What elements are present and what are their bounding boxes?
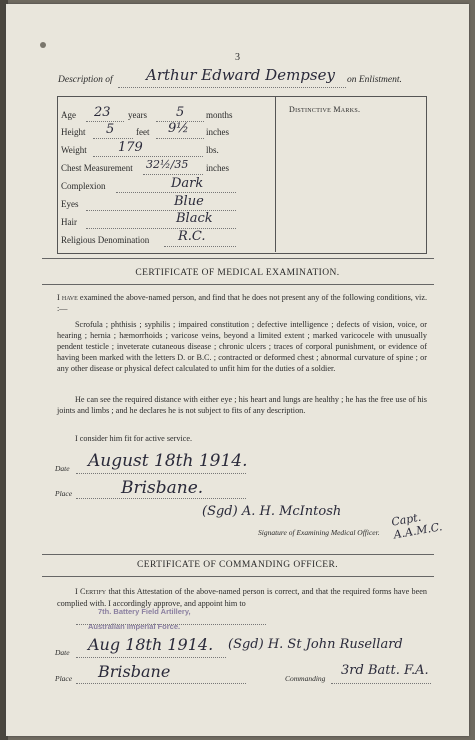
religion-line (164, 246, 236, 247)
medical-fitness-statement: He can see the required distance with either eye ; his heart and lungs are healthy ; he has the free use of his joints and limbs ; and he declares he is not subject to fits of any description. (57, 395, 427, 415)
commanding-label: Commanding (285, 674, 326, 683)
attestation-page (6, 4, 469, 736)
months-label: months (206, 110, 233, 120)
co-place-label: Place (55, 674, 73, 683)
medical-intro-text: examined the above-named person, and find that he does not present any of the following conditions, viz. :— (57, 293, 428, 313)
commanding-unit-value: 3rd Batt. F.A. (341, 663, 429, 678)
medical-date-value: August 18th 1914. (88, 451, 248, 471)
complexion-line (116, 192, 236, 193)
page-number: 3 (235, 52, 240, 63)
age-months-value: 5 (176, 105, 185, 120)
section-rule-medical-top (42, 258, 434, 259)
weight-label: Weight (61, 145, 87, 155)
years-label: years (128, 110, 147, 120)
co-certify-text: that this Attestation of the above-named person is correct, and that the required forms have been complied with. I accordingly approve, and appoint him to (57, 587, 427, 608)
description-suffix: on Enlistment. (347, 75, 402, 85)
section-rule-co-bottom (42, 576, 434, 577)
description-line (118, 87, 346, 88)
co-place-value: Brisbane (98, 662, 171, 681)
eyes-value: Blue (174, 194, 204, 209)
co-date-label: Date (55, 648, 70, 657)
medical-place-value: Brisbane. (121, 478, 204, 498)
religion-label: Religious Denomination (61, 235, 150, 245)
height-inches-line (156, 138, 204, 139)
religion-value: R.C. (178, 229, 206, 244)
chest-inches-label: inches (206, 163, 229, 173)
medical-place-line (76, 498, 246, 499)
box-divider (275, 96, 276, 252)
co-date-line (76, 657, 226, 658)
co-certify-lead: I Certify (75, 587, 107, 596)
chest-value: 32½/35 (146, 158, 189, 171)
height-label: Height (61, 127, 86, 137)
punch-hole (40, 42, 46, 48)
hair-line (86, 228, 236, 229)
medical-officer-signature: (Sgd) A. H. McIntosh (202, 504, 342, 519)
medical-certificate-title: CERTIFICATE OF MEDICAL EXAMINATION. (135, 268, 340, 278)
medical-date-label: Date (55, 464, 70, 473)
co-certificate-title: CERTIFICATE OF COMMANDING OFFICER. (137, 560, 338, 570)
medical-fit-declaration: I consider him fit for active service. (75, 434, 193, 443)
section-rule-medical-bottom (42, 284, 434, 285)
feet-label: feet (136, 127, 150, 137)
co-signature: (Sgd) H. St John Rusellard (228, 637, 403, 652)
complexion-label: Complexion (61, 181, 106, 191)
medical-paragraph-intro (57, 292, 427, 314)
chest-label: Chest Measurement (61, 163, 133, 173)
lbs-label: lbs. (206, 145, 219, 155)
unit-stamp-line2: Australian Imperial Force. (88, 622, 181, 631)
commanding-line (331, 683, 431, 684)
hair-value: Black (176, 211, 213, 226)
height-feet-line (93, 138, 133, 139)
height-inches-value: 9½ (168, 121, 189, 136)
medical-date-line (76, 473, 246, 474)
weight-value: 179 (118, 140, 143, 155)
eyes-line (86, 210, 236, 211)
weight-line (93, 156, 203, 157)
medical-conditions-list: Scrofula ; phthisis ; syphilis ; impaired constitution ; defective intelligence ; defects of vision, voice, or hearing ; hernia ; hæmorrhoids ; varicose veins, beyond a limited extent ; marked varicocele with unusually pendent testicle ; inveterate cutaneous disease ; chronic ulcers ; traces of corporal punishment, or evidence of having been marked with the letters D. or B.C. ; contracted or deformed chest ; abnormal curvature of spine ; or any other disease or physical defect calculated to unfit him for the duties of a soldier. (57, 320, 427, 373)
physical-description-box (57, 96, 427, 254)
complexion-value: Dark (171, 176, 204, 191)
age-years-line (86, 121, 124, 122)
height-feet-value: 5 (106, 122, 115, 137)
medical-signature-caption: Signature of Examining Medical Officer. (258, 528, 380, 537)
description-prefix: Description of (58, 75, 113, 85)
inches-label: inches (206, 127, 229, 137)
section-rule-co-top (42, 554, 434, 555)
hair-label: Hair (61, 217, 77, 227)
chest-line (143, 174, 203, 175)
recruit-name: Arthur Edward Dempsey (146, 66, 335, 84)
eyes-label: Eyes (61, 199, 79, 209)
co-place-line (76, 683, 246, 684)
medical-place-label: Place (55, 489, 73, 498)
co-date-value: Aug 18th 1914. (88, 635, 214, 654)
medical-intro-lead: I have (57, 293, 78, 302)
unit-stamp-line1: 7th. Battery Field Artillery, (98, 607, 191, 616)
age-label: Age (61, 110, 76, 120)
age-years-value: 23 (94, 105, 111, 120)
medical-officer-rank: Capt. A.A.M.C. (390, 510, 444, 542)
distinctive-marks-label: Distinctive Marks. (289, 105, 361, 114)
